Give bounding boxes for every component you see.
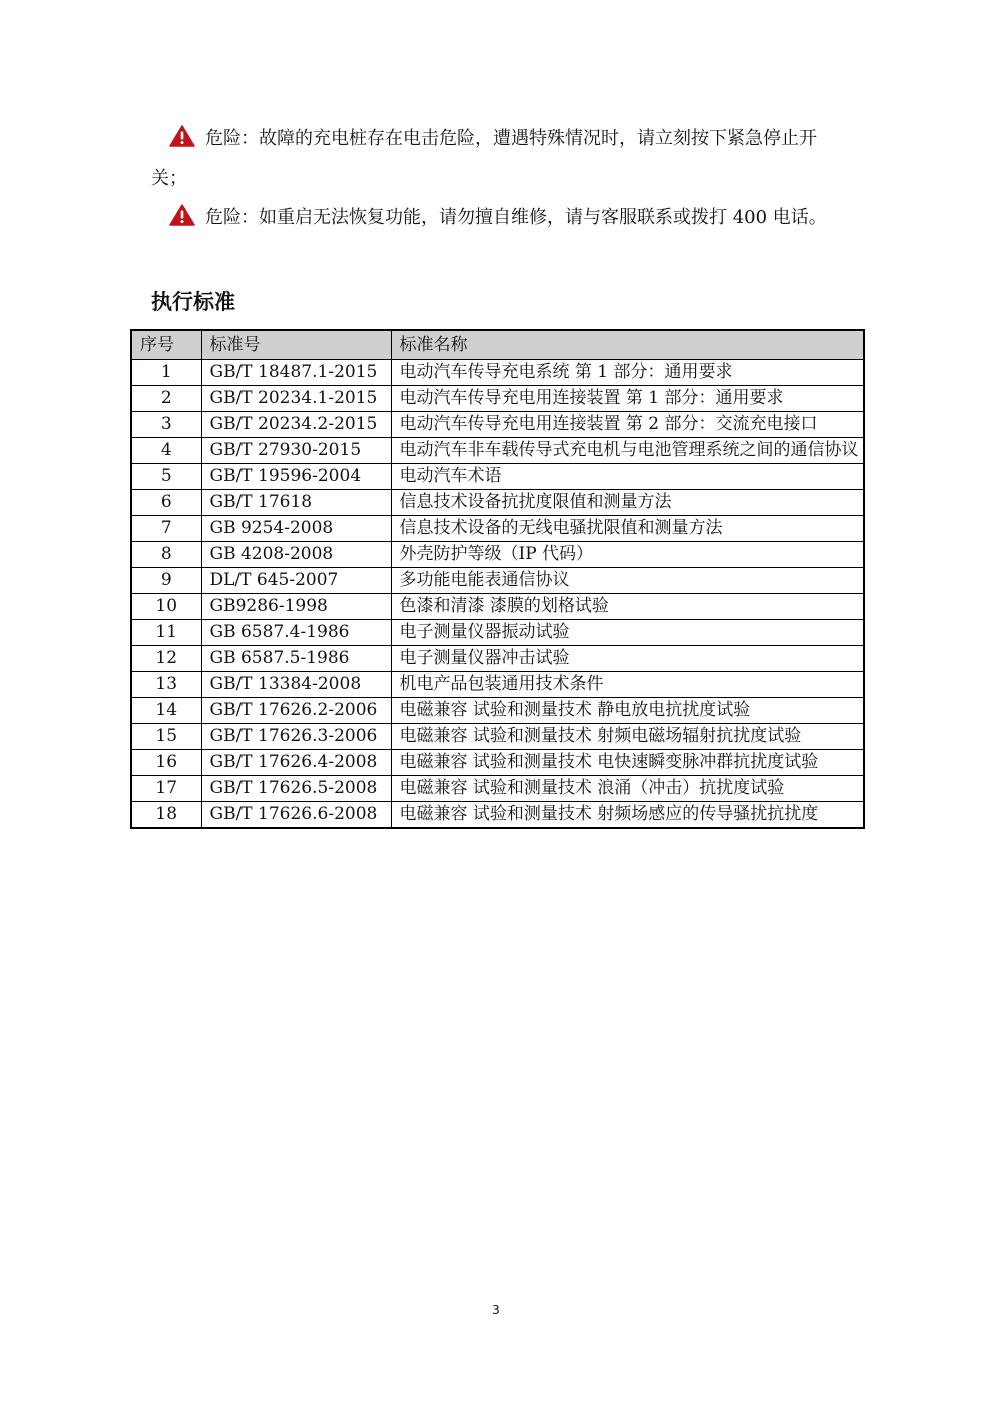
row-index-cell: 7	[131, 516, 201, 542]
row-index-cell: 14	[131, 698, 201, 724]
row-index-cell: 5	[131, 464, 201, 490]
table-row	[131, 698, 864, 724]
table-row	[131, 620, 864, 646]
standard-code-cell: GB/T 17626.5-2008	[201, 776, 391, 802]
standard-name-cell: 电磁兼容 试验和测量技术 电快速瞬变脉冲群抗扰度试验	[391, 750, 864, 776]
row-index-cell: 8	[131, 542, 201, 568]
standard-name-cell: 外壳防护等级（IP 代码）	[391, 542, 864, 568]
standard-code-cell: GB 4208-2008	[201, 542, 391, 568]
table-row	[131, 516, 864, 542]
row-index-cell: 18	[131, 802, 201, 829]
standard-name-cell: 电动汽车传导充电系统 第 1 部分：通用要求	[391, 360, 864, 386]
row-index-cell: 11	[131, 620, 201, 646]
standard-code-cell: GB9286-1998	[201, 594, 391, 620]
standard-name-cell: 电动汽车传导充电用连接装置 第 1 部分：通用要求	[391, 386, 864, 412]
standard-code-cell: DL/T 645-2007	[201, 568, 391, 594]
standard-code-cell: GB/T 19596-2004	[201, 464, 391, 490]
table-row	[131, 360, 864, 386]
row-index-cell: 15	[131, 724, 201, 750]
standard-name-cell: 电磁兼容 试验和测量技术 射频电磁场辐射抗扰度试验	[391, 724, 864, 750]
table-row	[131, 568, 864, 594]
section-title: 执行标准	[151, 290, 235, 314]
page-number: 3	[492, 1303, 500, 1317]
row-index-cell: 3	[131, 412, 201, 438]
standards-table	[130, 329, 865, 829]
row-index-cell: 6	[131, 490, 201, 516]
table-row	[131, 724, 864, 750]
danger-warning-no-self-repair	[151, 198, 851, 238]
standard-code-cell: GB/T 27930-2015	[201, 438, 391, 464]
standard-name-cell: 色漆和清漆 漆膜的划格试验	[391, 594, 864, 620]
table-row	[131, 490, 864, 516]
table-row	[131, 412, 864, 438]
row-index-cell: 16	[131, 750, 201, 776]
table-header-row	[131, 330, 864, 360]
table-row	[131, 776, 864, 802]
standard-name-cell: 电子测量仪器冲击试验	[391, 646, 864, 672]
table-row	[131, 464, 864, 490]
standard-name-cell: 电磁兼容 试验和测量技术 静电放电抗扰度试验	[391, 698, 864, 724]
warning-triangle-icon	[169, 204, 195, 226]
standard-name-cell: 多功能电能表通信协议	[391, 568, 864, 594]
standard-name-cell: 电磁兼容 试验和测量技术 射频场感应的传导骚扰抗扰度	[391, 802, 864, 829]
standard-name-cell: 机电产品包装通用技术条件	[391, 672, 864, 698]
standard-code-cell: GB/T 17626.3-2006	[201, 724, 391, 750]
standard-code-cell: GB/T 17618	[201, 490, 391, 516]
standard-code-cell: GB/T 17626.4-2008	[201, 750, 391, 776]
standard-code-cell: GB 6587.4-1986	[201, 620, 391, 646]
standard-code-cell: GB/T 18487.1-2015	[201, 360, 391, 386]
table-row	[131, 542, 864, 568]
standard-name-cell: 信息技术设备抗扰度限值和测量方法	[391, 490, 864, 516]
row-index-cell: 9	[131, 568, 201, 594]
column-header-standard-name: 标准名称	[391, 330, 864, 360]
standard-name-cell: 电磁兼容 试验和测量技术 浪涌（冲击）抗扰度试验	[391, 776, 864, 802]
row-index-cell: 10	[131, 594, 201, 620]
standard-code-cell: GB 6587.5-1986	[201, 646, 391, 672]
standard-code-cell: GB/T 20234.1-2015	[201, 386, 391, 412]
standard-name-cell: 电动汽车术语	[391, 464, 864, 490]
row-index-cell: 12	[131, 646, 201, 672]
row-index-cell: 13	[131, 672, 201, 698]
row-index-cell: 1	[131, 360, 201, 386]
table-row	[131, 438, 864, 464]
standard-code-cell: GB 9254-2008	[201, 516, 391, 542]
table-row	[131, 594, 864, 620]
table-row	[131, 386, 864, 412]
column-header-index: 序号	[131, 330, 201, 360]
warning-triangle-icon	[169, 125, 195, 147]
standard-code-cell: GB/T 17626.2-2006	[201, 698, 391, 724]
warning-text: 危险：如重启无法恢复功能，请勿擅自维修，请与客服联系或拨打 400 电话。	[205, 207, 827, 228]
column-header-standard-code: 标准号	[201, 330, 391, 360]
table-row	[131, 802, 864, 829]
table-row	[131, 750, 864, 776]
standard-name-cell: 电子测量仪器振动试验	[391, 620, 864, 646]
table-row	[131, 672, 864, 698]
standard-code-cell: GB/T 17626.6-2008	[201, 802, 391, 829]
row-index-cell: 4	[131, 438, 201, 464]
warning-text: 危险：故障的充电桩存在电击危险，遭遇特殊情况时，请立刻按下紧急停止开关；	[151, 128, 817, 189]
standard-name-cell: 电动汽车非车载传导式充电机与电池管理系统之间的通信协议	[391, 438, 864, 464]
standard-code-cell: GB/T 20234.2-2015	[201, 412, 391, 438]
table-row	[131, 646, 864, 672]
danger-warning-emergency-stop	[151, 119, 851, 199]
row-index-cell: 2	[131, 386, 201, 412]
standard-code-cell: GB/T 13384-2008	[201, 672, 391, 698]
standard-name-cell: 电动汽车传导充电用连接装置 第 2 部分：交流充电接口	[391, 412, 864, 438]
standard-name-cell: 信息技术设备的无线电骚扰限值和测量方法	[391, 516, 864, 542]
row-index-cell: 17	[131, 776, 201, 802]
